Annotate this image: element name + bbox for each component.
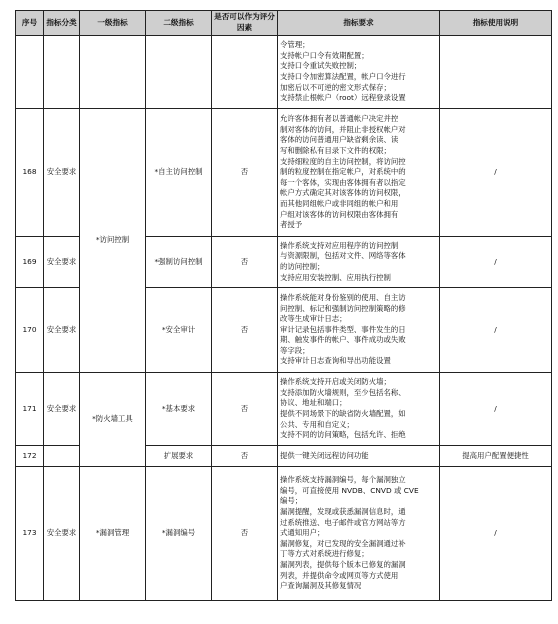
requirement-line: 提供不同场景下的缺省防火墙配置，如 (280, 409, 406, 418)
requirement-line: 操作系统支持对应用程序的访问控制 (280, 240, 399, 250)
cell-level1: *漏洞管理 (80, 467, 146, 601)
table-row-168 (16, 109, 552, 237)
requirement-line: 客体的访问普通用户缺省剩余读、读 (280, 135, 399, 145)
requirement-line: 支持细粒度的自主访问控制，将访问控 (280, 156, 406, 166)
cell-category: 安全要求 (44, 373, 80, 446)
cell-level2 (146, 36, 212, 109)
requirement-line: 等字段； (280, 345, 310, 355)
requirement-line: 列表，并提供命令或网页等方式使用 (280, 570, 399, 580)
requirement-line: 户组对该客体的访问权限由客体拥有 (280, 209, 399, 219)
requirement-line: 户查询漏洞及其修复情况 (280, 581, 362, 591)
cell-note: / (440, 288, 552, 373)
cell-category: 安全要求 (44, 288, 80, 373)
cell-category: 安全要求 (44, 467, 80, 601)
header-level1: 一级指标 (80, 11, 146, 36)
cell-requirement (278, 446, 440, 467)
cell-scoring: 否 (212, 109, 278, 237)
cell-scoring: 否 (212, 467, 278, 601)
requirement-line: 公共、专用和自定义； (280, 419, 354, 429)
header-note: 指标使用说明 (440, 11, 552, 36)
cell-note: / (440, 237, 552, 288)
requirement-line: 操作系统能对身份鉴别的使用、自主访 (280, 292, 406, 302)
requirement-line: 支持帐户口令有效期配置； (280, 50, 369, 60)
requirement-line: 漏洞列表，提供每个版本已修复的漏洞 (280, 559, 406, 569)
cell-level1-access-control: *访问控制 (80, 109, 146, 373)
indicator-table (15, 10, 552, 601)
header-level2: 二级指标 (146, 11, 212, 36)
cell-requirement (278, 237, 440, 288)
requirement-line: 者授予 (280, 220, 303, 230)
cell-category (44, 446, 80, 467)
requirement-line: 支持审计日志查询和导出功能设置 (280, 356, 391, 366)
table-row-continued (16, 36, 552, 109)
header-seq: 序号 (16, 11, 44, 36)
requirement-line: 支持应用安装控制、应用执行控制 (280, 272, 391, 282)
requirement-line: 帐户方式确定其对该客体的访问权限， (280, 188, 406, 198)
cell-category: 安全要求 (44, 109, 80, 237)
requirement-line: 漏洞修复，对已发现的安全漏洞通过补 (280, 538, 406, 548)
cell-seq: 172 (16, 446, 44, 467)
cell-note: 提高用户配置便捷性 (440, 446, 552, 467)
requirement-line: 支持添加防火墙规则，至少包括名称、 (280, 387, 406, 397)
requirement-line: 改等生成审计日志； (280, 314, 347, 324)
cell-seq (16, 36, 44, 109)
requirement-line: 期、触发事件的帐户、事件成功或失败 (280, 335, 406, 345)
cell-level2: *强制访问控制 (146, 237, 212, 288)
cell-note: / (440, 373, 552, 446)
cell-seq: 173 (16, 467, 44, 601)
requirement-line: 丁等方式对系统进行修复； (280, 549, 369, 559)
cell-requirement (278, 288, 440, 373)
cell-requirement (278, 36, 440, 109)
requirement-line: 式通知用户； (280, 528, 325, 538)
requirement-line: 支持禁止根帐户（root）远程登录设置 (280, 93, 406, 103)
cell-seq: 170 (16, 288, 44, 373)
requirement-line: 支持口令加密算法配置，帐户口令进行 (280, 72, 406, 81)
cell-category (44, 36, 80, 109)
cell-level2: 扩展要求 (146, 446, 212, 467)
cell-level1-firewall: *防火墙工具 (80, 373, 146, 467)
requirement-line: 制的粒度控制在指定帐户，对系统中的 (280, 167, 406, 177)
table-row-171 (16, 373, 552, 446)
cell-level1 (80, 36, 146, 109)
requirement-line: 写和删除私有目录下文件的权限； (280, 146, 391, 156)
requirement-line: 提供一键关闭远程访问功能 (280, 450, 369, 460)
requirement-line: 编号； (280, 496, 303, 506)
requirement-line: 操作系统支持开启或关闭防火墙； (280, 377, 391, 387)
cell-level2: *漏洞编号 (146, 467, 212, 601)
requirement-line: 漏洞提醒，发现或获悉漏洞信息时，通 (280, 507, 406, 517)
requirement-line: 审计记录包括事件类型、事件发生的日 (280, 324, 406, 334)
cell-requirement (278, 467, 440, 601)
requirement-line: 而其他同组帐户或非同组的帐户和用 (280, 198, 399, 208)
cell-note: / (440, 467, 552, 601)
cell-level2: *自主访问控制 (146, 109, 212, 237)
cell-level2: *基本要求 (146, 373, 212, 446)
header-category: 指标分类 (44, 11, 80, 36)
requirement-line: 令管理； (280, 40, 310, 50)
requirement-line: 操作系统支持漏洞编号，每个漏洞独立 (280, 475, 406, 485)
table-header-row (16, 11, 552, 36)
requirement-line: 允许客体拥有者以普通帐户决定并控 (280, 114, 399, 124)
requirement-line: 支持不同的访问策略，包括允许、拒绝 (280, 430, 406, 440)
requirement-line: 过系统推送、电子邮件或官方网站等方 (280, 517, 406, 527)
cell-scoring (212, 36, 278, 109)
header-scoring: 是否可以作为评分因素 (212, 11, 278, 36)
cell-scoring: 否 (212, 373, 278, 446)
cell-category: 安全要求 (44, 237, 80, 288)
cell-seq: 168 (16, 109, 44, 237)
table-row-173 (16, 467, 552, 601)
cell-scoring: 否 (212, 237, 278, 288)
cell-scoring: 否 (212, 288, 278, 373)
requirement-line: 每一个客体，实现由客体拥有者以指定 (280, 177, 406, 187)
requirement-line: 的访问控制； (280, 262, 325, 271)
cell-note (440, 36, 552, 109)
cell-note: / (440, 109, 552, 237)
requirement-line: 问控制、标记和强制访问控制策略的修 (280, 303, 406, 313)
cell-scoring: 否 (212, 446, 278, 467)
requirement-line: 协议、地址和端口； (280, 398, 347, 408)
cell-seq: 169 (16, 237, 44, 288)
requirement-line: 制对客体的访问，并阻止非授权帐户对 (280, 124, 406, 134)
header-requirement: 指标要求 (278, 11, 440, 36)
cell-seq: 171 (16, 373, 44, 446)
requirement-line: 加密后以不可逆的密文形式保存； (280, 82, 391, 92)
cell-level2: *安全审计 (146, 288, 212, 373)
requirement-line: 编号，可直接使用 NVDB、CNVD 或 CVE (280, 485, 419, 495)
cell-requirement (278, 109, 440, 237)
cell-requirement (278, 373, 440, 446)
requirement-line: 支持口令重试失败控制； (280, 61, 362, 71)
requirement-line: 与资源限制，包括对文件、网络等客体 (280, 251, 406, 261)
